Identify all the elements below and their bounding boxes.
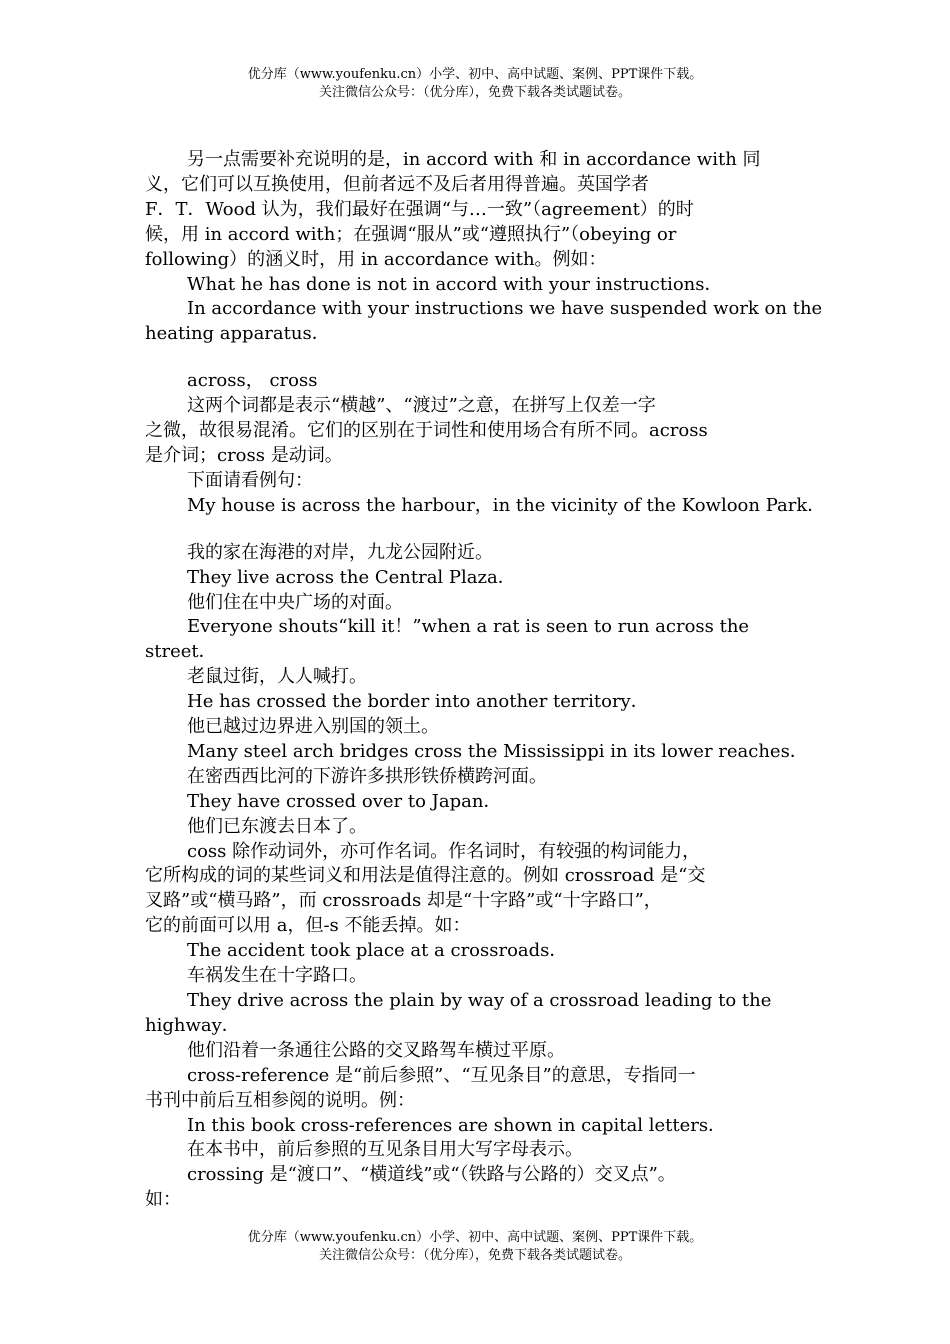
text-line: The accident took place at a crossroads． [187,940,568,962]
page-footer [0,1229,950,1265]
text-line: street． [145,641,217,663]
text-line: They drive across the plain by way of a crossroad leading to the [187,990,772,1011]
text-line: cross-reference 是“前后参照”、“互见条目”的意思，专指同一 [187,1064,696,1086]
text-line: 它所构成的词的某些词义和用法是值得注意的。例如 crossroad 是“交 [145,865,706,887]
text-line: 书刊中前后互相参阅的说明。例： [145,1089,415,1111]
text-line: 在本书中，前后参照的互见条目用大写字母表示。 [187,1139,583,1161]
text-line: Everyone shouts“kill it！”when a rat is seen to run across the [187,616,750,638]
text-line: 这两个词都是表示“横越”、“渡过”之意，在拼写上仅差一字 [187,395,656,417]
text-line: 他们沿着一条通往公路的交叉路驾车横过平原。 [187,1039,565,1061]
text-line: F．T．Wood 认为，我们最好在强调“与…一致”（agreement）的时 [145,198,694,220]
text-line: highway． [145,1014,240,1036]
text-line: 老鼠过街，人人喊打。 [187,666,367,688]
text-line: heating apparatus． [145,323,330,345]
text-line: 他们已东渡去日本了。 [187,815,367,837]
text-line: 下面请看例句： [187,469,313,491]
document-body [145,148,826,1213]
text-line: 他已越过边界进入别国的领土。 [187,716,439,738]
text-line: He has crossed the border into another territory． [187,691,649,713]
text-line: 之微，故很易混淆。它们的区别在于词性和使用场合有所不同。across [145,420,708,442]
text-line: 叉路”或“横马路”，而 crossroads 却是“十字路”或“十字路口”， [145,890,662,912]
text-line: 车祸发生在十字路口。 [187,965,367,987]
header-line-1: 优分库（www.youfenku.cn）小学、初中、高中试题、案例、PPT课件下载。 [247,67,703,82]
text-line: What he has done is not in accord with your instructions． [187,273,723,295]
text-line: 候，用 in accord with；在强调“服从”或“遵照执行”（obeying or [145,223,677,245]
text-line: In this book cross-references are shown in capital letters． [187,1114,727,1136]
text-line: My house is across the harbour，in the vicinity of the Kowloon Park． [187,494,826,516]
text-line: following）的涵义时，用 in accordance with。例如： [145,248,607,270]
text-line: 是介词；cross 是动词。 [145,444,343,466]
page-header [0,66,950,102]
footer-line-1: 优分库（www.youfenku.cn）小学、初中、高中试题、案例、PPT课件下载。 [247,1230,703,1245]
text-line: 义，它们可以互换使用，但前者远不及后者用得普遍。英国学者 [145,173,649,195]
text-line: coss 除作动词外，亦可作名词。作名词时，有较强的构词能力， [187,840,701,862]
text-line: They have crossed over to Japan． [187,790,502,812]
text-line: Many steel arch bridges cross the Mississippi in its lower reaches． [187,740,808,762]
text-line: 我的家在海港的对岸，九龙公园附近。 [187,541,493,563]
text-line: 它的前面可以用 a，但-s 不能丢掉。如： [145,915,471,937]
text-line: They live across the Central Plaza． [187,566,516,588]
text-line: crossing 是“渡口”、“横道线”或“（铁路与公路的）交叉点”。 [187,1164,676,1186]
text-line: In accordance with your instructions we have suspended work on the [187,298,823,320]
section-heading: across， cross [187,370,318,392]
text-line: 在密西西比河的下游许多拱形铁侨横跨河面。 [187,765,547,787]
text-line: 另一点需要补充说明的是，in accord with 和 in accordance with 同 [187,149,761,170]
text-line: 如： [145,1189,181,1211]
footer-line-2: 关注微信公众号：（优分库），免费下载各类试题试卷。 [318,1248,631,1263]
header-line-2: 关注微信公众号：（优分库），免费下载各类试题试卷。 [318,85,631,100]
text-line: 他们住在中央广场的对面。 [187,591,403,613]
